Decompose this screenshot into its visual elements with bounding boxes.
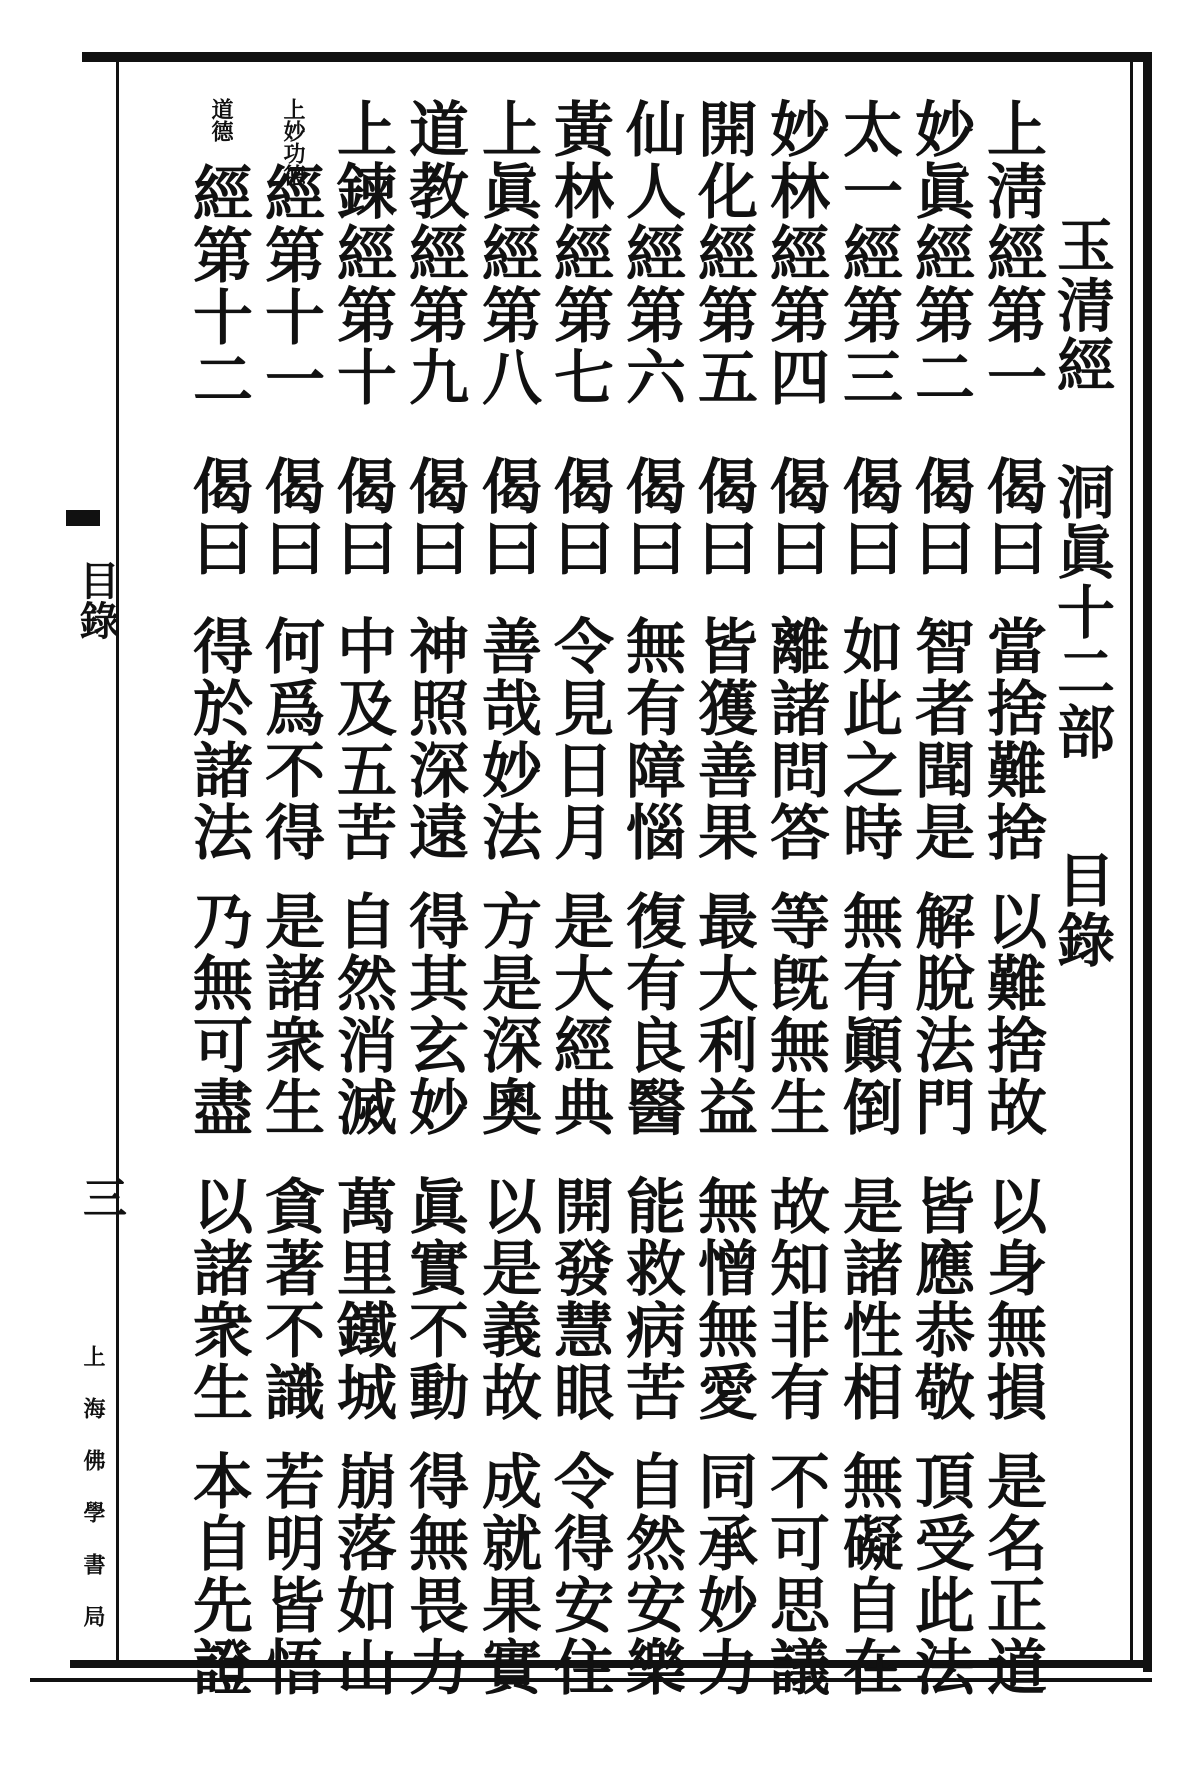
verse-line: 智者聞是 — [905, 615, 975, 863]
verse-line: 以諸衆生 — [183, 1175, 253, 1423]
verse-line: 神照深遠 — [399, 615, 469, 863]
margin-black-bar — [66, 510, 100, 526]
scripture-prefix: 道德 — [208, 98, 234, 142]
book-heading: 目錄 — [1047, 850, 1115, 970]
verse-line: 無憎無愛 — [688, 1175, 758, 1423]
verse-line: 以難捨故 — [977, 890, 1047, 1138]
verse-line: 是大經典 — [544, 890, 614, 1138]
scripture-name: 開化經第五 — [688, 98, 758, 408]
page-number: 三 — [75, 1175, 126, 1219]
verse-line: 無有障惱 — [616, 615, 686, 863]
verse-line: 是名正道 — [977, 1450, 1047, 1698]
verse-label: 偈曰 — [688, 455, 758, 579]
verse-line: 故知非有 — [760, 1175, 830, 1423]
scripture-name: 仙人經第六 — [616, 98, 686, 408]
verse-line: 等旣無生 — [760, 890, 830, 1138]
verse-line: 得其玄妙 — [399, 890, 469, 1138]
verse-line: 崩落如山 — [327, 1450, 397, 1698]
scripture-name: 上淸經第一 — [977, 98, 1047, 408]
scripture-prefix: 上妙功德 — [280, 98, 306, 186]
verse-label: 偈曰 — [616, 455, 686, 579]
verse-line: 開發慧眼 — [544, 1175, 614, 1423]
verse-line: 是諸衆生 — [255, 890, 325, 1138]
verse-line: 中及五苦 — [327, 615, 397, 863]
verse-line: 離諸問答 — [760, 615, 830, 863]
scripture-name: 黃林經第七 — [544, 98, 614, 408]
verse-label: 偈曰 — [905, 455, 975, 579]
verse-line: 自然安樂 — [616, 1450, 686, 1698]
book-title: 玉清經 — [1047, 215, 1115, 395]
verse-line: 乃無可盡 — [183, 890, 253, 1138]
book-subtitle: 洞眞十二部 — [1047, 462, 1115, 762]
frame-top-rule — [82, 52, 1152, 62]
verse-line: 方是深奧 — [472, 890, 542, 1138]
verse-label: 偈曰 — [255, 455, 325, 579]
scripture-name: 妙眞經第二 — [905, 98, 975, 408]
margin-section-label: 目錄 — [73, 560, 120, 640]
verse-line: 如此之時 — [833, 615, 903, 863]
verse-label: 偈曰 — [327, 455, 397, 579]
verse-line: 以身無損 — [977, 1175, 1047, 1423]
verse-line: 得無畏力 — [399, 1450, 469, 1698]
verse-line: 令見日月 — [544, 615, 614, 863]
verse-line: 本自先證 — [183, 1450, 253, 1698]
verse-line: 皆獲善果 — [688, 615, 758, 863]
verse-line: 得於諸法 — [183, 615, 253, 863]
verse-line: 眞實不動 — [399, 1175, 469, 1423]
verse-line: 最大利益 — [688, 890, 758, 1138]
verse-line: 頂受此法 — [905, 1450, 975, 1698]
scripture-name: 經第十一 — [255, 162, 325, 410]
verse-line: 自然消滅 — [327, 890, 397, 1138]
scripture-name: 太一經第三 — [833, 98, 903, 408]
verse-line: 皆應恭敬 — [905, 1175, 975, 1423]
verse-label: 偈曰 — [472, 455, 542, 579]
frame-right-rule — [1143, 52, 1152, 1672]
verse-line: 復有良醫 — [616, 890, 686, 1138]
verse-line: 善哉妙法 — [472, 615, 542, 863]
frame-right-inner-rule — [1130, 62, 1133, 1662]
scripture-name: 妙林經第四 — [760, 98, 830, 408]
verse-line: 令得安住 — [544, 1450, 614, 1698]
verse-label: 偈曰 — [760, 455, 830, 579]
verse-line: 不可思議 — [760, 1450, 830, 1698]
verse-line: 是諸性相 — [833, 1175, 903, 1423]
scripture-name: 上眞經第八 — [472, 98, 542, 408]
verse-label: 偈曰 — [977, 455, 1047, 579]
scripture-name: 經第十二 — [183, 162, 253, 410]
verse-line: 同承妙力 — [688, 1450, 758, 1698]
verse-line: 無有顚倒 — [833, 890, 903, 1138]
verse-line: 何爲不得 — [255, 615, 325, 863]
verse-line: 成就果實 — [472, 1450, 542, 1698]
verse-label: 偈曰 — [833, 455, 903, 579]
publisher-imprint: 上海佛學書局 — [80, 1345, 106, 1657]
verse-line: 解脫法門 — [905, 890, 975, 1138]
verse-label: 偈曰 — [544, 455, 614, 579]
verse-label: 偈曰 — [183, 455, 253, 579]
verse-line: 當捨難捨 — [977, 615, 1047, 863]
verse-line: 貪著不識 — [255, 1175, 325, 1423]
scripture-name: 道教經第九 — [399, 98, 469, 408]
verse-line: 若明皆悟 — [255, 1450, 325, 1698]
verse-line: 以是義故 — [472, 1175, 542, 1423]
verse-line: 萬里鐵城 — [327, 1175, 397, 1423]
verse-line: 無礙自在 — [833, 1450, 903, 1698]
scripture-name: 上鍊經第十 — [327, 98, 397, 408]
verse-label: 偈曰 — [399, 455, 469, 579]
frame-left-rule — [116, 62, 119, 1662]
verse-line: 能救病苦 — [616, 1175, 686, 1423]
